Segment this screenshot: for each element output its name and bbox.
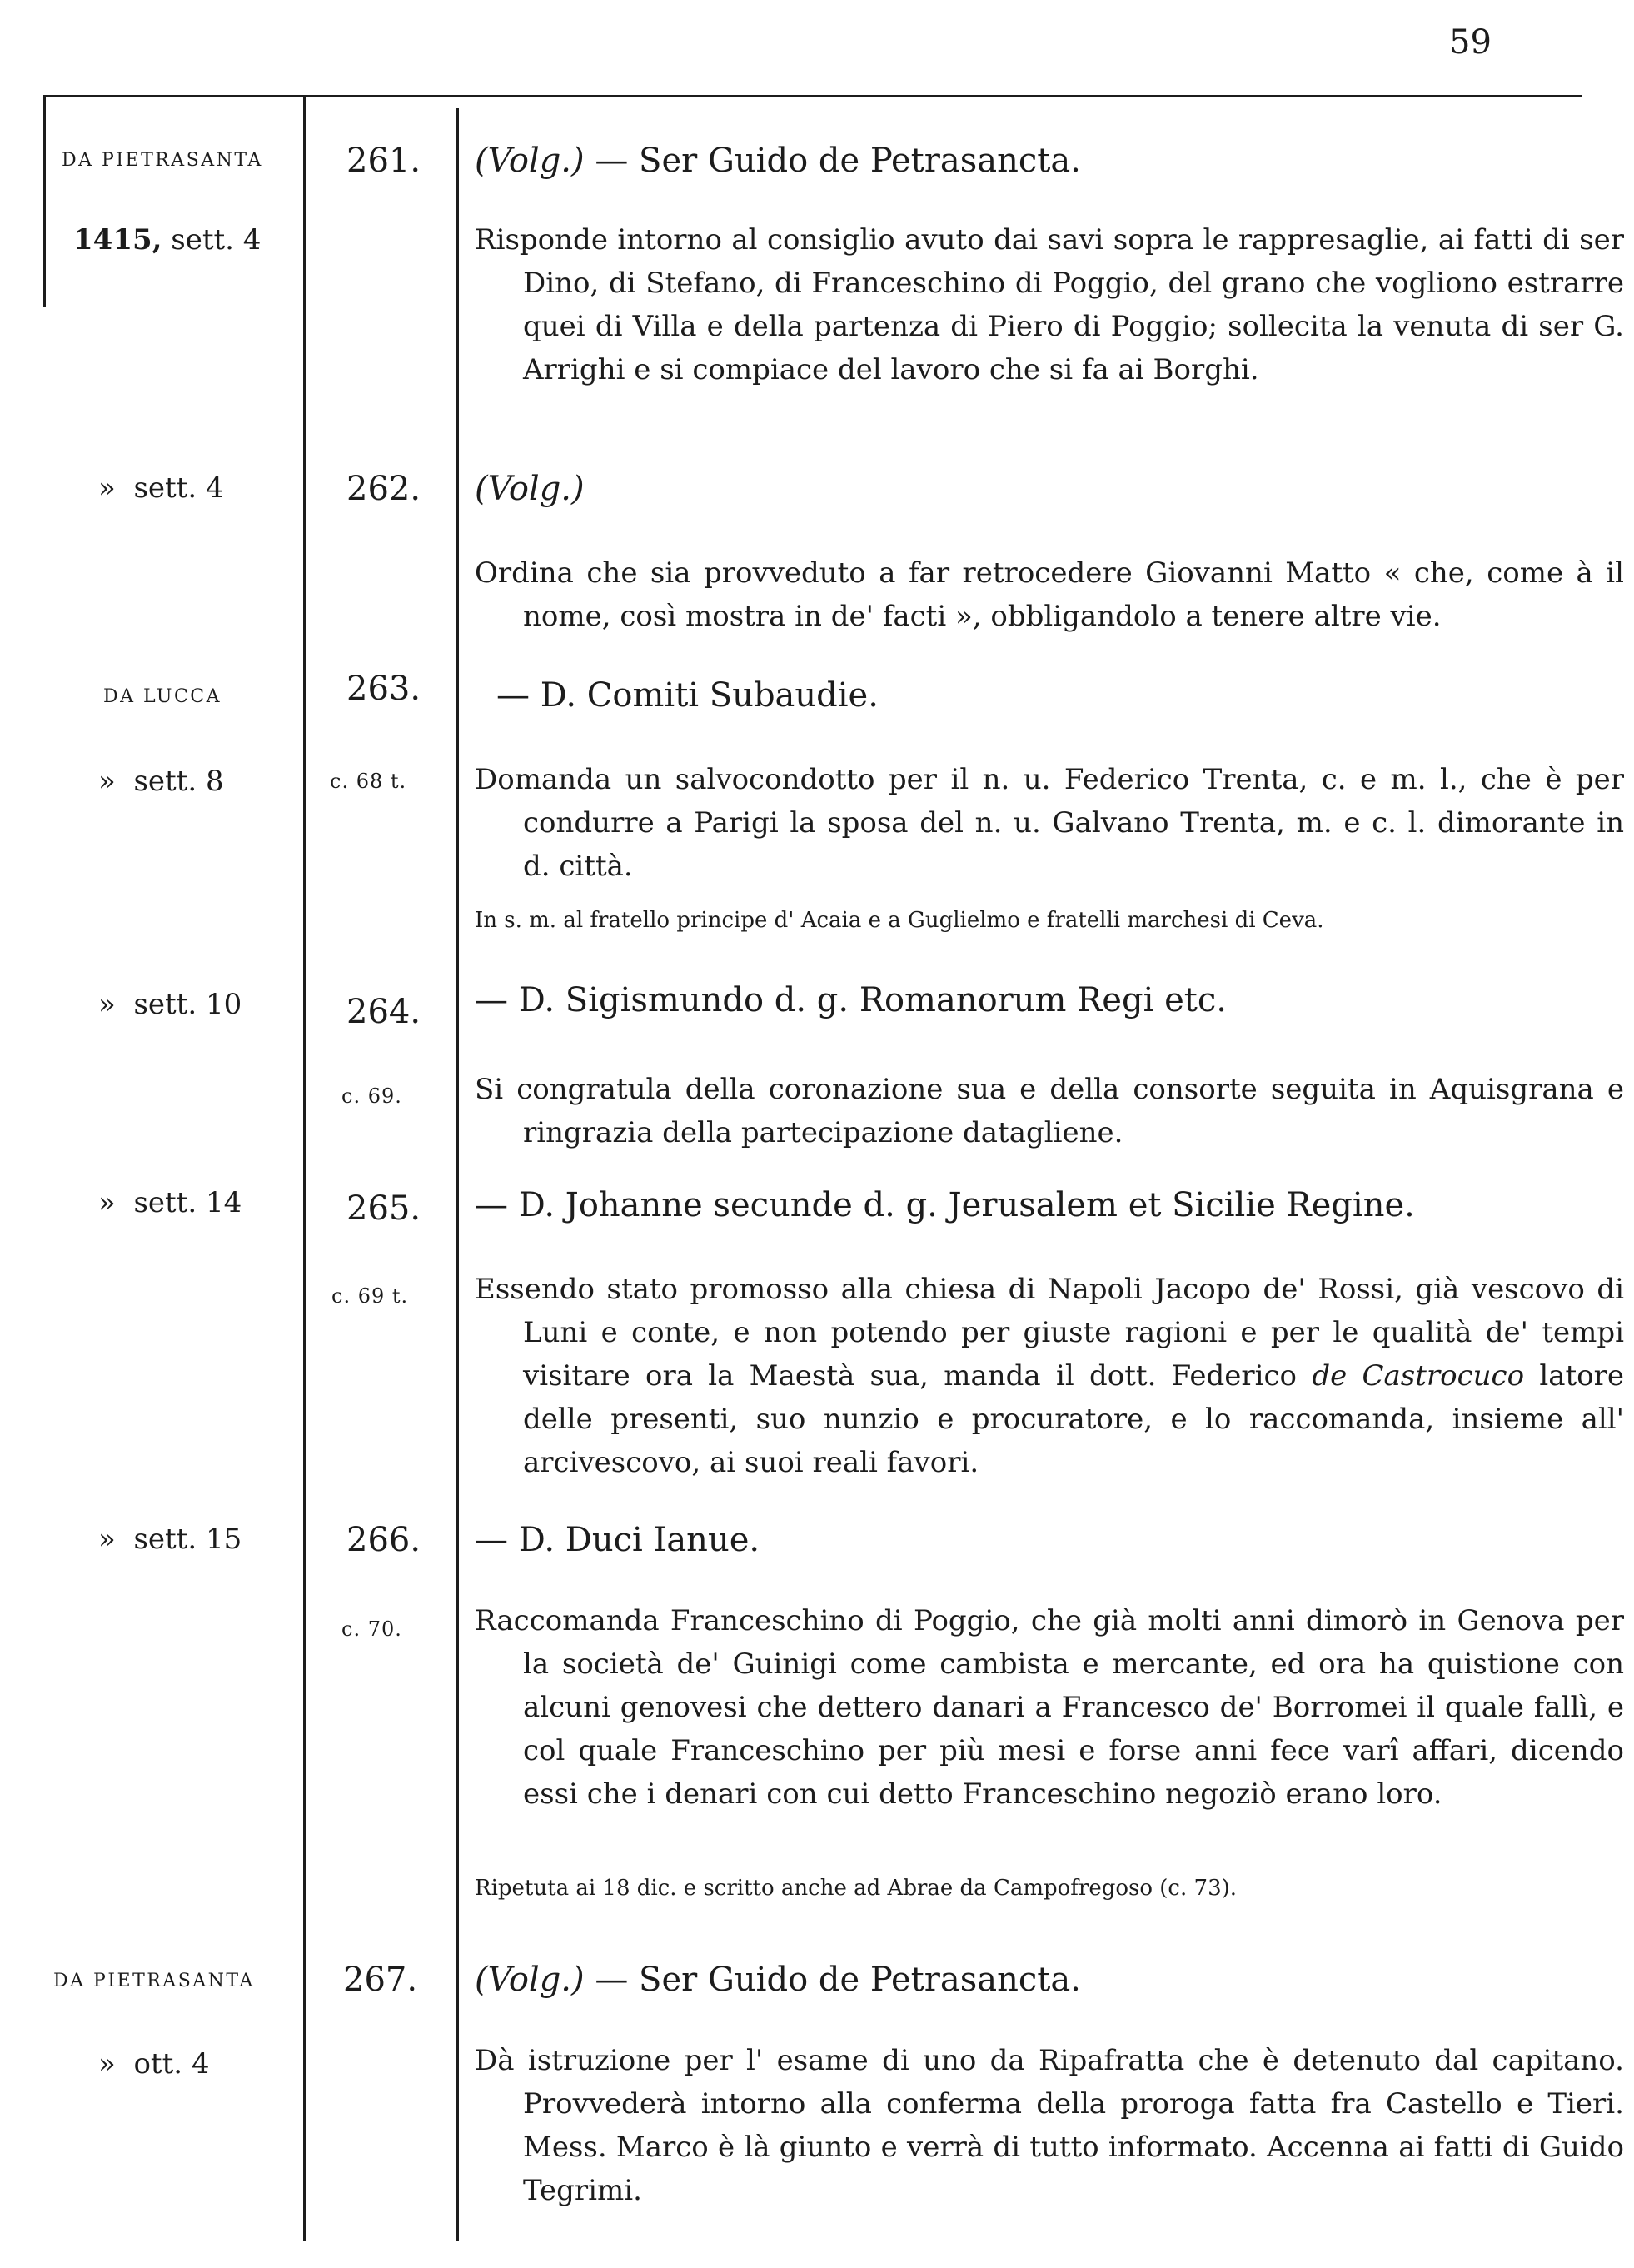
entry-267-number: 267. xyxy=(343,1961,418,1999)
page-number: 59 xyxy=(1449,23,1492,62)
entry-267-heading xyxy=(475,1961,1081,1999)
entry-265-heading: — D. Johanne secunde d. g. Jerusalem et Sicilie Regine. xyxy=(475,1186,1415,1224)
entry-262-date-mark: » xyxy=(98,471,116,505)
entry-266-note: Ripetuta ai 18 dic. e scritto anche ad Abrae da Campofregoso (c. 73). xyxy=(475,1876,1238,1901)
entry-261-day: sett. 4 xyxy=(171,223,262,257)
entry-267-place: DA PIETRASANTA xyxy=(53,1971,255,1991)
left-column-rule xyxy=(43,97,46,307)
entry-265-number: 265. xyxy=(346,1189,421,1228)
entry-263-folio: c. 68 t. xyxy=(330,770,407,793)
entry-267-day: ott. 4 xyxy=(133,2047,210,2081)
entry-264-date-mark: » xyxy=(98,988,116,1021)
entry-262-heading xyxy=(475,470,585,508)
entry-266-folio: c. 70. xyxy=(341,1618,402,1641)
entry-267-tag: (Volg.) xyxy=(475,1961,585,1999)
entry-263-place: DA LUCCA xyxy=(103,686,222,707)
entry-265-summary-part1: Essendo stato promosso alla chiesa di Napoli Jacopo de' Rossi, già vescovo di Luni e conte, e non potendo per giuste ragioni e per le qualità de' tempi visitare ora la Maestà sua, manda il dott. Federico xyxy=(475,1273,1624,1393)
entry-266-date-mark: » xyxy=(98,1523,116,1556)
entry-265-summary-part3: latore delle presenti, suo nunzio e procuratore, e lo raccomanda, insieme all' arcivescovo, ai suoi reali favori. xyxy=(523,1359,1624,1479)
entry-261-place: DA PIETRASANTA xyxy=(62,150,263,171)
entry-262-number: 262. xyxy=(346,470,421,508)
entry-266-heading: — D. Duci Ianue. xyxy=(475,1521,760,1559)
entry-261-number: 261. xyxy=(346,142,421,180)
entry-266-date xyxy=(98,1523,242,1556)
entry-263-summary: Domanda un salvocondotto per il n. u. Federico Trenta, c. e m. l., che è per condurre a Parigi la sposa del n. u. Galvano Trenta, m. e c. l. dimorante in d. città. xyxy=(475,763,1624,883)
entry-261-summary: Risponde intorno al consiglio avuto dai savi sopra le rappresaglie, ai fatti di ser Dino, di Stefano, di Franceschino di Poggio, del grano che vogliono estrarre quei di Villa e della partenza di Piero di Poggio; sollecita la venuta di ser G. Arrighi e si compiace del lavoro che si fa ai Borghi. xyxy=(475,223,1624,386)
entry-262-date xyxy=(98,471,224,505)
entry-264-folio: c. 69. xyxy=(341,1084,402,1108)
entry-263-number: 263. xyxy=(346,670,421,708)
top-rule xyxy=(43,95,1582,97)
entry-267-summary: Dà istruzione per l' esame di uno da Ripafratta che è detenuto dal capitano. Provvederà intorno alla conferma della proroga fatta fra Castello e Tieri. Mess. Marco è là giunto e verrà di tutto informato. Accenna ai fatti di Guido Tegrimi. xyxy=(475,2044,1624,2207)
entry-262-day: sett. 4 xyxy=(133,471,224,505)
entry-261-date xyxy=(73,223,261,257)
entry-265-folio: c. 69 t. xyxy=(331,1284,409,1308)
entry-266-day: sett. 15 xyxy=(133,1523,242,1556)
entry-261-heading xyxy=(475,142,1081,180)
entry-267-title: — Ser Guido de Petrasancta. xyxy=(595,1961,1081,1999)
entry-266-summary: Raccomanda Franceschino di Poggio, che già molti anni dimorò in Genova per la società de' Guinigi come cambista e mercante, ed ora ha quistione con alcuni genovesi che dettero danari a Francesco de' Borromei il quale fallì, e col quale Franceschino per più mesi e forse anni fece varî affari, dicendo essi che i denari con cui detto Franceschino negoziò erano loro. xyxy=(475,1604,1624,1811)
entry-265-summary-italic: de Castrocuco xyxy=(1312,1359,1525,1393)
entry-263-heading: — D. Comiti Subaudie. xyxy=(496,676,879,715)
entry-264-summary: Si congratula della coronazione sua e della consorte seguita in Aquisgrana e ringrazia della partecipazione datagliene. xyxy=(475,1073,1624,1149)
entry-261-title: — Ser Guido de Petrasancta. xyxy=(595,142,1081,180)
entry-263-note: In s. m. al fratello principe d' Acaia e a Guglielmo e fratelli marchesi di Ceva. xyxy=(475,908,1324,933)
entry-265-day: sett. 14 xyxy=(133,1186,242,1219)
entry-265-summary xyxy=(475,1268,1624,1484)
entry-265-date xyxy=(98,1186,242,1219)
entry-261-tag: (Volg.) xyxy=(475,142,585,180)
entry-263-day: sett. 8 xyxy=(133,765,224,798)
date-column-rule xyxy=(303,97,306,2241)
entry-264-heading: — D. Sigismundo d. g. Romanorum Regi etc. xyxy=(475,981,1227,1019)
entry-264-date xyxy=(98,988,242,1021)
number-column-rule xyxy=(456,108,459,2241)
entry-267-date-mark: » xyxy=(98,2047,116,2081)
entry-261-year: 1415, xyxy=(73,223,162,257)
entry-267-date xyxy=(98,2047,209,2081)
entry-266-number: 266. xyxy=(346,1521,421,1559)
entry-262-summary: Ordina che sia provveduto a far retrocedere Giovanni Matto « che, come à il nome, così mostra in de' facti », obbligandolo a tenere altre vie. xyxy=(475,556,1624,633)
entry-262-tag: (Volg.) xyxy=(475,470,585,508)
entry-264-day: sett. 10 xyxy=(133,988,242,1021)
entry-264-number: 264. xyxy=(346,993,421,1031)
entry-265-date-mark: » xyxy=(98,1186,116,1219)
entry-263-date-mark: » xyxy=(98,765,116,798)
entry-263-date xyxy=(98,765,224,798)
